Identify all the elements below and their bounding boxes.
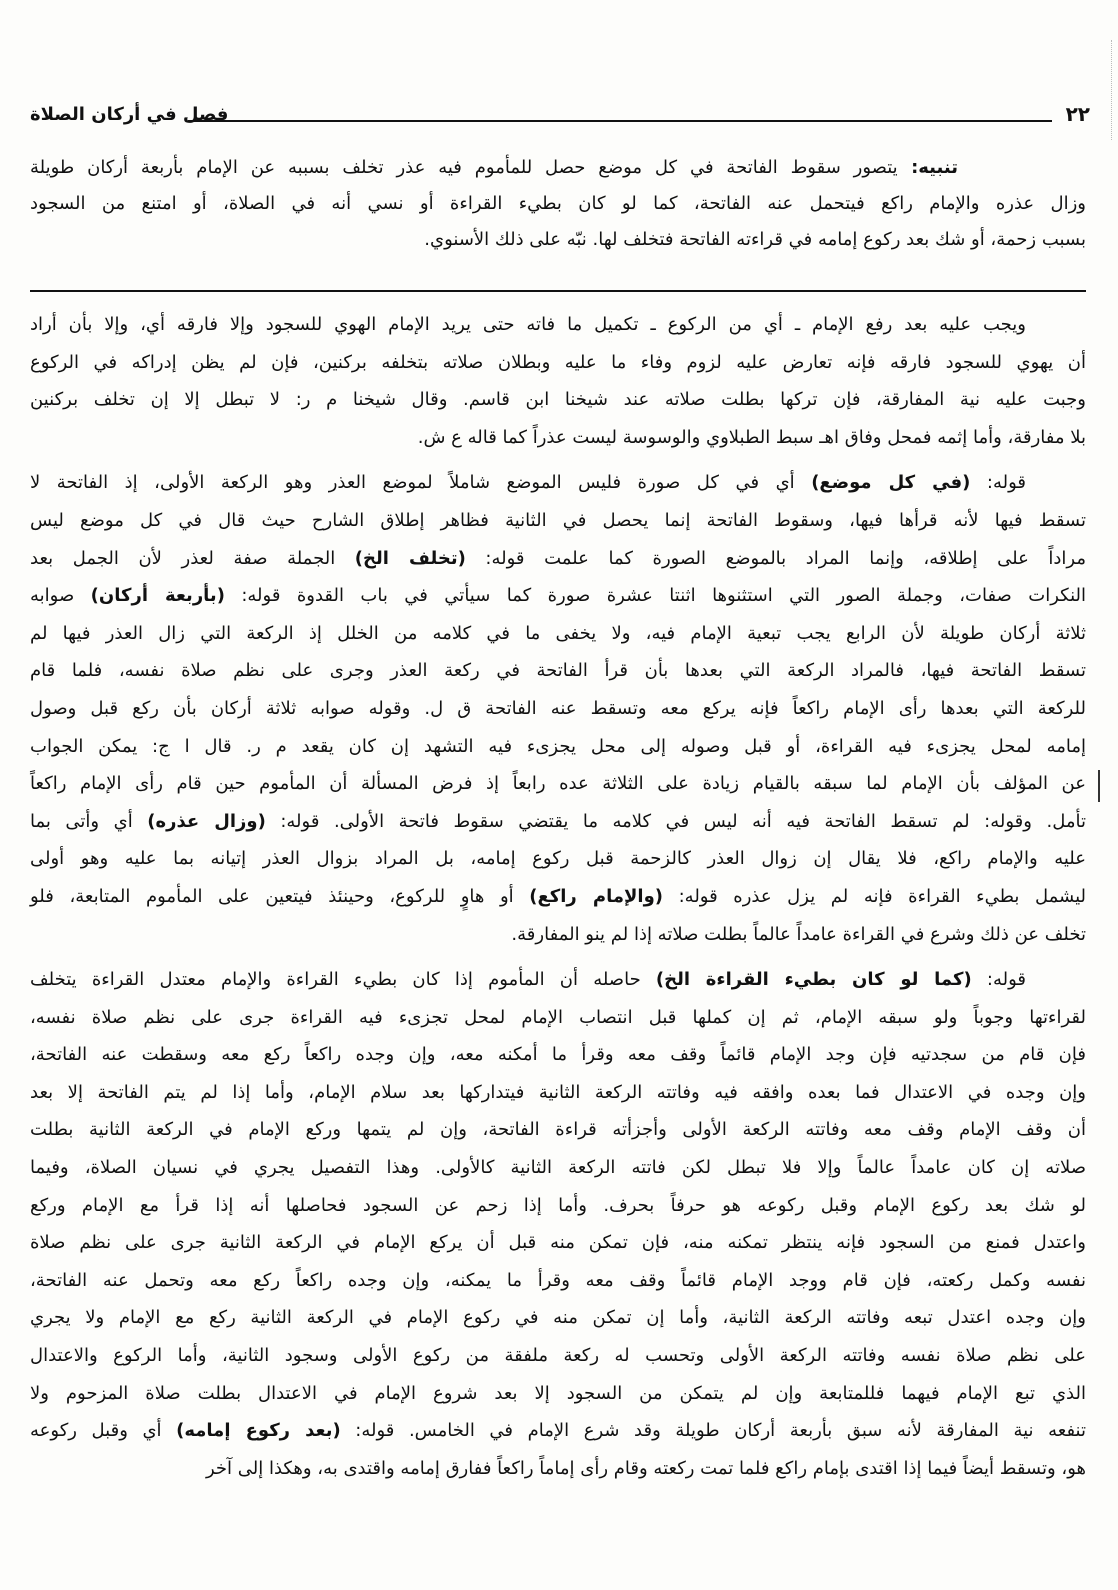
- text-segment: أو هاوٍ للركوع، وحينئذ فيتعين على المأموم المتابعة، فلو: [30, 885, 530, 907]
- text-segment: وإن وجده اعتدل تبعه وفاتته الركعة الثانية، وأما إن تمكن منه في ركوع الإمام في الركعة الثانية ركع مع الإمام ولا يجري: [30, 1307, 1086, 1329]
- text-segment: تخلف عن ذلك وشرع في القراءة عامداً عالماً بطلت صلاته إذا لم ينو المفارقة.: [511, 923, 1086, 945]
- text-line: [30, 615, 1086, 653]
- text-line: [30, 1375, 1086, 1413]
- text-line: [30, 728, 1086, 766]
- footnotes: [30, 306, 1086, 1495]
- bold-quote: (وزال عذره): [147, 810, 266, 832]
- text-segment: ويجب عليه بعد رفع الإمام ـ أي من الركوع ـ تكميل ما فاته حتى يريد الإمام الهوي للسجود وإلا فارقه أي، وإلا بأن أراد: [30, 314, 1026, 335]
- scan-noise: [1101, 40, 1112, 140]
- text-line: [30, 690, 1086, 728]
- text-segment: النكرات صفات، وجملة الصور التي استثنوها اثنتا عشرة صورة كما سيأتي في باب القدوة قوله:: [224, 585, 1086, 607]
- bold-quote: (بأربعة أركان): [90, 585, 225, 607]
- text-segment: الذي تبع الإمام فيهما فللمتابعة وإن لم يتمكن من السجود إلا بعد شروع الإمام في الاعتدال بطلت صلاة المزحوم ولا: [30, 1382, 1086, 1404]
- footnote-paragraph: [30, 961, 1086, 1487]
- text-line: [30, 306, 1086, 344]
- text-segment: ثلاثة أركان طويلة لأن الرابع يجب تبعية الإمام فيه، ولا يخفى ما في كلامه من الخلل إذ الركعة التي زال العذر فيها لم: [30, 622, 1086, 644]
- text-segment: قوله:: [971, 969, 1026, 991]
- header-rule: [188, 120, 1052, 122]
- text-line: [30, 1299, 1086, 1337]
- footnote-separator: [30, 290, 1086, 292]
- text-line: [30, 1337, 1086, 1375]
- text-line: [30, 961, 1086, 999]
- text-line: [30, 999, 1086, 1037]
- text-line: [30, 540, 1086, 578]
- text-segment: حاصله أن المأموم إذا كان بطيء القراءة والإمام معتدل القراءة يتخلف: [30, 969, 656, 991]
- text-line: [30, 840, 1086, 878]
- text-line: [30, 1036, 1086, 1074]
- text-line: [30, 1111, 1086, 1149]
- text-segment: صوابه: [30, 585, 91, 607]
- main-text: [30, 150, 1086, 258]
- text-line: [30, 502, 1086, 540]
- page-number: ٢٢: [1065, 102, 1090, 126]
- text-segment: عن المؤلف بأن الإمام لما سبقه بالقيام زيادة على الثلاثة عده رابعاً إذ فرض المسألة أن المأموم حين قام رأى الإمام راكعاً: [30, 773, 1086, 795]
- text-segment: أي في كل صورة فليس الموضع شاملاً لموضع العذر وهو الركعة الأولى، إذ الفاتحة لا: [30, 472, 812, 494]
- text-line: [30, 1224, 1086, 1262]
- text-segment: إمامه لمحل يجزىء فيه القراءة، أو قبل وصوله إلى محل يجزىء فيه التشهد إن كان يقعد م ر. قال ا ج: يمكن الجواب: [30, 735, 1086, 757]
- text-line: [30, 765, 1086, 803]
- text-segment: مراداً على إطلاقه، وإنما المراد بالموضع الصورة كما علمت قوله:: [465, 547, 1086, 569]
- text-line: [30, 150, 1086, 186]
- text-segment: قوله:: [970, 472, 1026, 494]
- text-segment: الجملة صفة لعذر لأن الجمل بعد: [30, 547, 355, 569]
- text-line: [30, 381, 1086, 419]
- text-segment: صلاته إن كان عامداً عالماً وإلا فلا تبطل لكن فاتته الركعة الثانية كالأولى. وهذا التفصيل يجري في نسيان الصلاة، وفيما: [30, 1157, 1086, 1179]
- page-header: [30, 100, 1090, 136]
- text-line: [30, 1149, 1086, 1187]
- bold-quote: (تخلف الخ): [354, 547, 466, 569]
- text-line: [30, 577, 1086, 615]
- text-line: [30, 186, 1086, 222]
- text-segment: واعتدل فمنع من السجود فإنه ينتظر تمكنه منه، فإن تمكن منه قبل أن يركع الإمام في الركعة الثانية جرى على نظم صلاة: [30, 1232, 1086, 1254]
- text-segment: لقراءتها وجوباً ولو سبقه الإمام، ثم إن كملها قبل انتصاب الإمام لمحل تجزىء فيه القراءة جرى على نظم صلاة نفسه،: [30, 1006, 1086, 1028]
- bold-quote: (والإمام راكع): [529, 885, 664, 907]
- text-segment: أي وقبل ركوعه: [30, 1420, 177, 1442]
- bold-quote: (في كل موضع): [811, 472, 971, 494]
- text-line: [30, 1450, 1086, 1488]
- text-line: [30, 464, 1086, 502]
- text-segment: تنفعه نية المفارقة لأنه سبق بأربعة أركان طويلة وقد شرع الإمام في الخامس. قوله:: [340, 1420, 1086, 1442]
- text-segment: تسقط الفاتحة فيها، فالمراد الركعة التي بعدها بأن قرأ الفاتحة في ركعة العذر وجرى على نظم صلاة نفسه، فلما قام: [30, 660, 1086, 682]
- text-segment: وإن وجده في الاعتدال فما بعده وافقه فيه وفاتته الركعة الثانية فيتداركها بعد سلام الإمام، وأما إذا لم يتم الفاتحة إلا بعد: [30, 1081, 1086, 1103]
- bold-quote: (كما لو كان بطيء القراءة الخ): [655, 969, 972, 991]
- footnote-paragraph: [30, 306, 1086, 456]
- text-segment: وجبت عليه نية المفارقة، فإن تركها بطلت صلاته عند شيخنا ابن قاسم. وقال شيخنا م ر: لا تبطل إلا إن تخلف بركنين: [30, 389, 1086, 411]
- text-segment: ليشمل بطيء القراءة فإنه لم يزل عذره قوله:: [663, 885, 1087, 907]
- text-line: [30, 1187, 1086, 1225]
- text-segment: وزال عذره والإمام راكع فيتحمل عنه الفاتحة، كما لو كان بطيء القراءة أو نسي أنه في الصلاة، أو امتنع من السجود: [30, 193, 1086, 214]
- text-segment: بسبب زحمة، أو شك بعد ركوع إمامه في قراءته الفاتحة فتخلف لها. نبّه على ذلك الأسنوي.: [424, 229, 1086, 250]
- text-line: [30, 878, 1086, 916]
- text-segment: أي وأتى بما: [30, 810, 148, 832]
- text-line: [30, 803, 1086, 841]
- text-segment: لو شك بعد ركوع الإمام وقبل ركوعه هو حرفاً بحرف. وأما إذا زحم عن السجود فحاصلها أنه إذا قرأ مع الإمام وركع: [30, 1194, 1086, 1216]
- text-segment: عليه والإمام راكع، فلا يقال إن زوال العذر كالزحمة قبل ركوع إمامه، بل المراد بزوال العذر إتيانه بما عليه وهو أولى: [30, 848, 1086, 870]
- running-title: فصل في أركان الصلاة: [30, 104, 229, 125]
- bold-quote: تنبيه:: [897, 157, 958, 178]
- text-line: [30, 344, 1086, 382]
- text-segment: هو، وتسقط أيضاً فيما إذا اقتدى بإمام راكع فلما تمت ركعته وقام رأى إماماً راكعاً ففارق إمامه واقتدى به، وهكذا إلى آخر: [205, 1457, 1086, 1479]
- margin-mark: [1098, 770, 1100, 802]
- text-line: [30, 652, 1086, 690]
- text-segment: تأمل. وقوله: لم تسقط الفاتحة فيه أنه ليس في كلامه ما يقتضي سقوط فاتحة الأولى. قوله:: [265, 810, 1086, 832]
- text-segment: للركعة التي بعدها رأى الإمام راكعاً فإنه يركع معه وتسقط عنه الفاتحة ق ل. وقوله صوابه ثلاثة أركان بأن ركع قبل وصول: [30, 697, 1086, 719]
- text-segment: يتصور سقوط الفاتحة في كل موضع حصل للمأموم فيه عذر تخلف بسببه عن الإمام بأربعة أركان طويلة: [30, 157, 898, 178]
- text-segment: أن يهوي للسجود فارقه فإنه تعارض عليه لزوم وفاء ما عليه وبطلان صلاته بتخلفه بركنين، فإن لم يظن إدراكه في الركوع: [30, 351, 1086, 373]
- footnote-paragraph: [30, 464, 1086, 953]
- bold-quote: (بعد ركوع إمامه): [176, 1420, 341, 1442]
- text-segment: نفسه وكمل ركعته، فإن قام ووجد الإمام قائماً وقف معه وقرأ ما يمكنه، وإن وجده راكعاً ركع معه وتحمل عنه الفاتحة،: [30, 1269, 1086, 1291]
- text-segment: تسقط فيها لأنه قرأها فيها، وسقوط الفاتحة إنما يحصل في الثانية فظاهر إطلاق الشارح حيث قال في كل موضع ليس: [30, 509, 1086, 531]
- text-segment: بلا مفارقة، وأما إثمه فمحل وفاق اهـ سبط الطبلاوي والوسوسة ليست عذراً كما قاله ع ش.: [417, 426, 1086, 448]
- text-line: [30, 1412, 1086, 1450]
- text-line: [30, 222, 1086, 258]
- text-line: [30, 1074, 1086, 1112]
- text-line: [30, 1262, 1086, 1300]
- text-segment: أن وقف الإمام وقف معه وفاتته الركعة الأولى وأجزأته قراءة الفاتحة، وإن لم يتمها وركع الإمام في الركعة الثانية بطلت: [30, 1119, 1086, 1141]
- text-segment: على نظم صلاة نفسه وفاتته الركعة الأولى وتحسب له ركعة ملفقة من ركوع الأولى وسجود الثانية، وأما الركوع والاعتدال: [30, 1345, 1086, 1367]
- text-segment: فإن قام من سجدتيه فإن وجد الإمام قائماً وقف معه وقرأ ما أمكنه معه، وإن وجده راكعاً ركع معه وسقطت عنه الفاتحة،: [30, 1044, 1086, 1066]
- text-line: [30, 916, 1086, 954]
- text-line: [30, 419, 1086, 457]
